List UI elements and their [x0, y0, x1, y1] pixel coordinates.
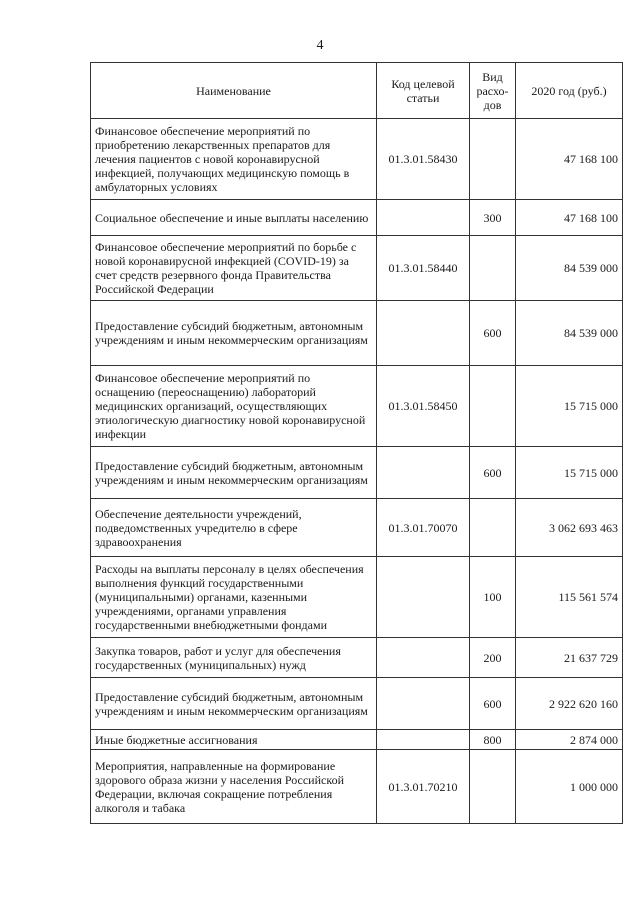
- cell-name: Финансовое обеспечение мероприятий по приобретению лекарственных препаратов для лечения пациентов с новой коронавирусной инфекцией, получающих медицинскую помощь в амбулаторных условиях: [91, 119, 377, 200]
- cell-type: 600: [470, 447, 516, 499]
- table-row: [91, 200, 623, 236]
- cell-name: Социальное обеспечение и иные выплаты населению: [91, 200, 377, 236]
- cell-type: 800: [470, 730, 516, 750]
- table-row: [91, 119, 623, 200]
- cell-amount: 3 062 693 463: [516, 499, 623, 557]
- cell-type: 300: [470, 200, 516, 236]
- cell-type: 600: [470, 301, 516, 366]
- cell-code: [377, 200, 470, 236]
- cell-name: Иные бюджетные ассигнования: [91, 730, 377, 750]
- page-number: 4: [316, 38, 324, 53]
- table-row: [91, 678, 623, 730]
- cell-code: [377, 730, 470, 750]
- cell-type: 200: [470, 638, 516, 678]
- cell-type: [470, 750, 516, 824]
- table-row: [91, 236, 623, 301]
- table-row: [91, 366, 623, 447]
- cell-code: 01.3.01.70210: [377, 750, 470, 824]
- cell-code: 01.3.01.58440: [377, 236, 470, 301]
- table-header-row: [91, 63, 623, 119]
- cell-code: 01.3.01.58450: [377, 366, 470, 447]
- cell-code: [377, 557, 470, 638]
- cell-name: Предоставление субсидий бюджетным, автономным учреждениям и иным некоммерческим организациям: [91, 447, 377, 499]
- cell-amount: 15 715 000: [516, 447, 623, 499]
- table-row: [91, 499, 623, 557]
- cell-name: Закупка товаров, работ и услуг для обеспечения государственных (муниципальных) нужд: [91, 638, 377, 678]
- cell-name: Расходы на выплаты персоналу в целях обеспечения выполнения функций государственными (муниципальными) органами, казенными учреждениями, органами управления государственными внебюджетными фондами: [91, 557, 377, 638]
- cell-amount: 115 561 574: [516, 557, 623, 638]
- cell-amount: 47 168 100: [516, 200, 623, 236]
- header-name: Наименование: [91, 63, 377, 119]
- cell-name: Мероприятия, направленные на формирование здорового образа жизни у населения Российской Федерации, включая сокращение потребления алкоголя и табака: [91, 750, 377, 824]
- cell-code: [377, 301, 470, 366]
- table-row: [91, 557, 623, 638]
- cell-name: Финансовое обеспечение мероприятий по оснащению (переоснащению) лабораторий медицинских организаций, осуществляющих этиологическую диагностику новой коронавирусной инфекции: [91, 366, 377, 447]
- cell-type: [470, 499, 516, 557]
- cell-amount: 84 539 000: [516, 301, 623, 366]
- header-amount: 2020 год (руб.): [516, 63, 623, 119]
- cell-amount: 84 539 000: [516, 236, 623, 301]
- cell-amount: 15 715 000: [516, 366, 623, 447]
- cell-type: [470, 366, 516, 447]
- table-row: [91, 638, 623, 678]
- cell-amount: 2 922 620 160: [516, 678, 623, 730]
- cell-type: [470, 119, 516, 200]
- budget-table: [90, 62, 623, 824]
- cell-code: 01.3.01.58430: [377, 119, 470, 200]
- cell-amount: 1 000 000: [516, 750, 623, 824]
- header-type: Вид расхо-дов: [470, 63, 516, 119]
- cell-amount: 21 637 729: [516, 638, 623, 678]
- cell-type: 100: [470, 557, 516, 638]
- cell-name: Предоставление субсидий бюджетным, автономным учреждениям и иным некоммерческим организациям: [91, 678, 377, 730]
- cell-code: 01.3.01.70070: [377, 499, 470, 557]
- cell-code: [377, 638, 470, 678]
- cell-name: Предоставление субсидий бюджетным, автономным учреждениям и иным некоммерческим организациям: [91, 301, 377, 366]
- table-row: [91, 447, 623, 499]
- cell-type: [470, 236, 516, 301]
- cell-code: [377, 447, 470, 499]
- header-code: Код целевой статьи: [377, 63, 470, 119]
- cell-amount: 2 874 000: [516, 730, 623, 750]
- cell-name: Обеспечение деятельности учреждений, подведомственных учредителю в сфере здравоохранения: [91, 499, 377, 557]
- table-row: [91, 730, 623, 750]
- table-body: [91, 119, 623, 824]
- table-row: [91, 750, 623, 824]
- cell-amount: 47 168 100: [516, 119, 623, 200]
- cell-name: Финансовое обеспечение мероприятий по борьбе с новой коронавирусной инфекцией (COVID-19) за счет средств резервного фонда Правительства Российской Федерации: [91, 236, 377, 301]
- cell-type: 600: [470, 678, 516, 730]
- table-row: [91, 301, 623, 366]
- cell-code: [377, 678, 470, 730]
